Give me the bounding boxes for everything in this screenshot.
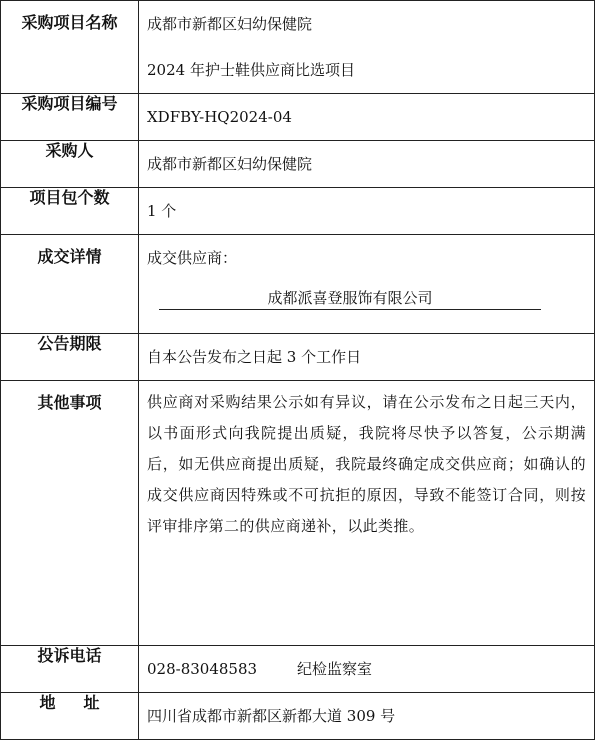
- value-package-count: [139, 188, 595, 235]
- complaint-phone-number: 028-83048583: [147, 660, 258, 678]
- notice-period-text: 自本公告发布之日起 3 个工作日: [147, 348, 362, 366]
- package-count-text: 1 个: [147, 202, 177, 220]
- value-purchaser: [139, 141, 595, 188]
- row-other-matters: [1, 381, 595, 646]
- label-deal-details: [1, 235, 139, 334]
- value-other-matters: [139, 381, 595, 646]
- row-purchaser: [1, 141, 595, 188]
- project-number-text: XDFBY-HQ2024-04: [147, 108, 292, 126]
- label-project-number: [1, 94, 139, 141]
- other-matters-text: 供应商对采购结果公示如有异议，请在公示发布之日起三天内，以书面形式向我院提出质疑，我院将尽快予以答复，公示期满后，如无供应商提出质疑，我院最终确定成交供应商；如确认的成交供应商因特殊或不可抗拒的原因，导致不能签订合同，则按评审排序第二的供应商递补，以此类推。: [147, 393, 586, 535]
- value-deal-details: [139, 235, 595, 334]
- address-text: 四川省成都市新都区新都大道 309 号: [147, 707, 396, 725]
- supplier-name-row: [139, 281, 594, 310]
- value-address: [139, 693, 595, 740]
- label-address: [1, 693, 139, 740]
- value-complaint-phone: [139, 646, 595, 693]
- supplier-heading: 成交供应商：: [147, 249, 238, 267]
- project-name-line1: 成都市新都区妇幼保健院: [147, 15, 313, 33]
- label-other-matters-text: 其他事项: [37, 393, 102, 412]
- label-project-name: [1, 1, 139, 94]
- value-notice-period: [139, 334, 595, 381]
- label-address-text: 地址: [39, 693, 128, 712]
- label-purchaser: [1, 141, 139, 188]
- complaint-department: 纪检监察室: [297, 660, 373, 678]
- row-complaint-phone: [1, 646, 595, 693]
- label-purchaser-text: 采购人: [45, 141, 94, 160]
- label-notice-period: [1, 334, 139, 381]
- row-package-count: [1, 188, 595, 235]
- purchaser-text: 成都市新都区妇幼保健院: [147, 155, 313, 173]
- label-deal-details-text: 成交详情: [37, 247, 102, 266]
- label-package-count-text: 项目包个数: [29, 188, 110, 207]
- label-project-name-text: 采购项目名称: [21, 13, 118, 32]
- value-project-name: [139, 1, 595, 94]
- row-address: [1, 693, 595, 740]
- complaint-phone-line: [139, 646, 594, 692]
- supplier-name: 成都派喜登服饰有限公司: [159, 287, 541, 310]
- label-complaint-phone-text: 投诉电话: [37, 646, 102, 665]
- label-project-number-text: 采购项目编号: [21, 94, 118, 113]
- value-project-number: [139, 94, 595, 141]
- label-notice-period-text: 公告期限: [37, 334, 102, 353]
- row-project-number: [1, 94, 595, 141]
- row-notice-period: [1, 334, 595, 381]
- project-name-line2: 2024 年护士鞋供应商比选项目: [147, 61, 355, 79]
- label-other-matters: [1, 381, 139, 646]
- row-deal-details: [1, 235, 595, 334]
- label-complaint-phone: [1, 646, 139, 693]
- row-project-name: [1, 1, 595, 94]
- label-package-count: [1, 188, 139, 235]
